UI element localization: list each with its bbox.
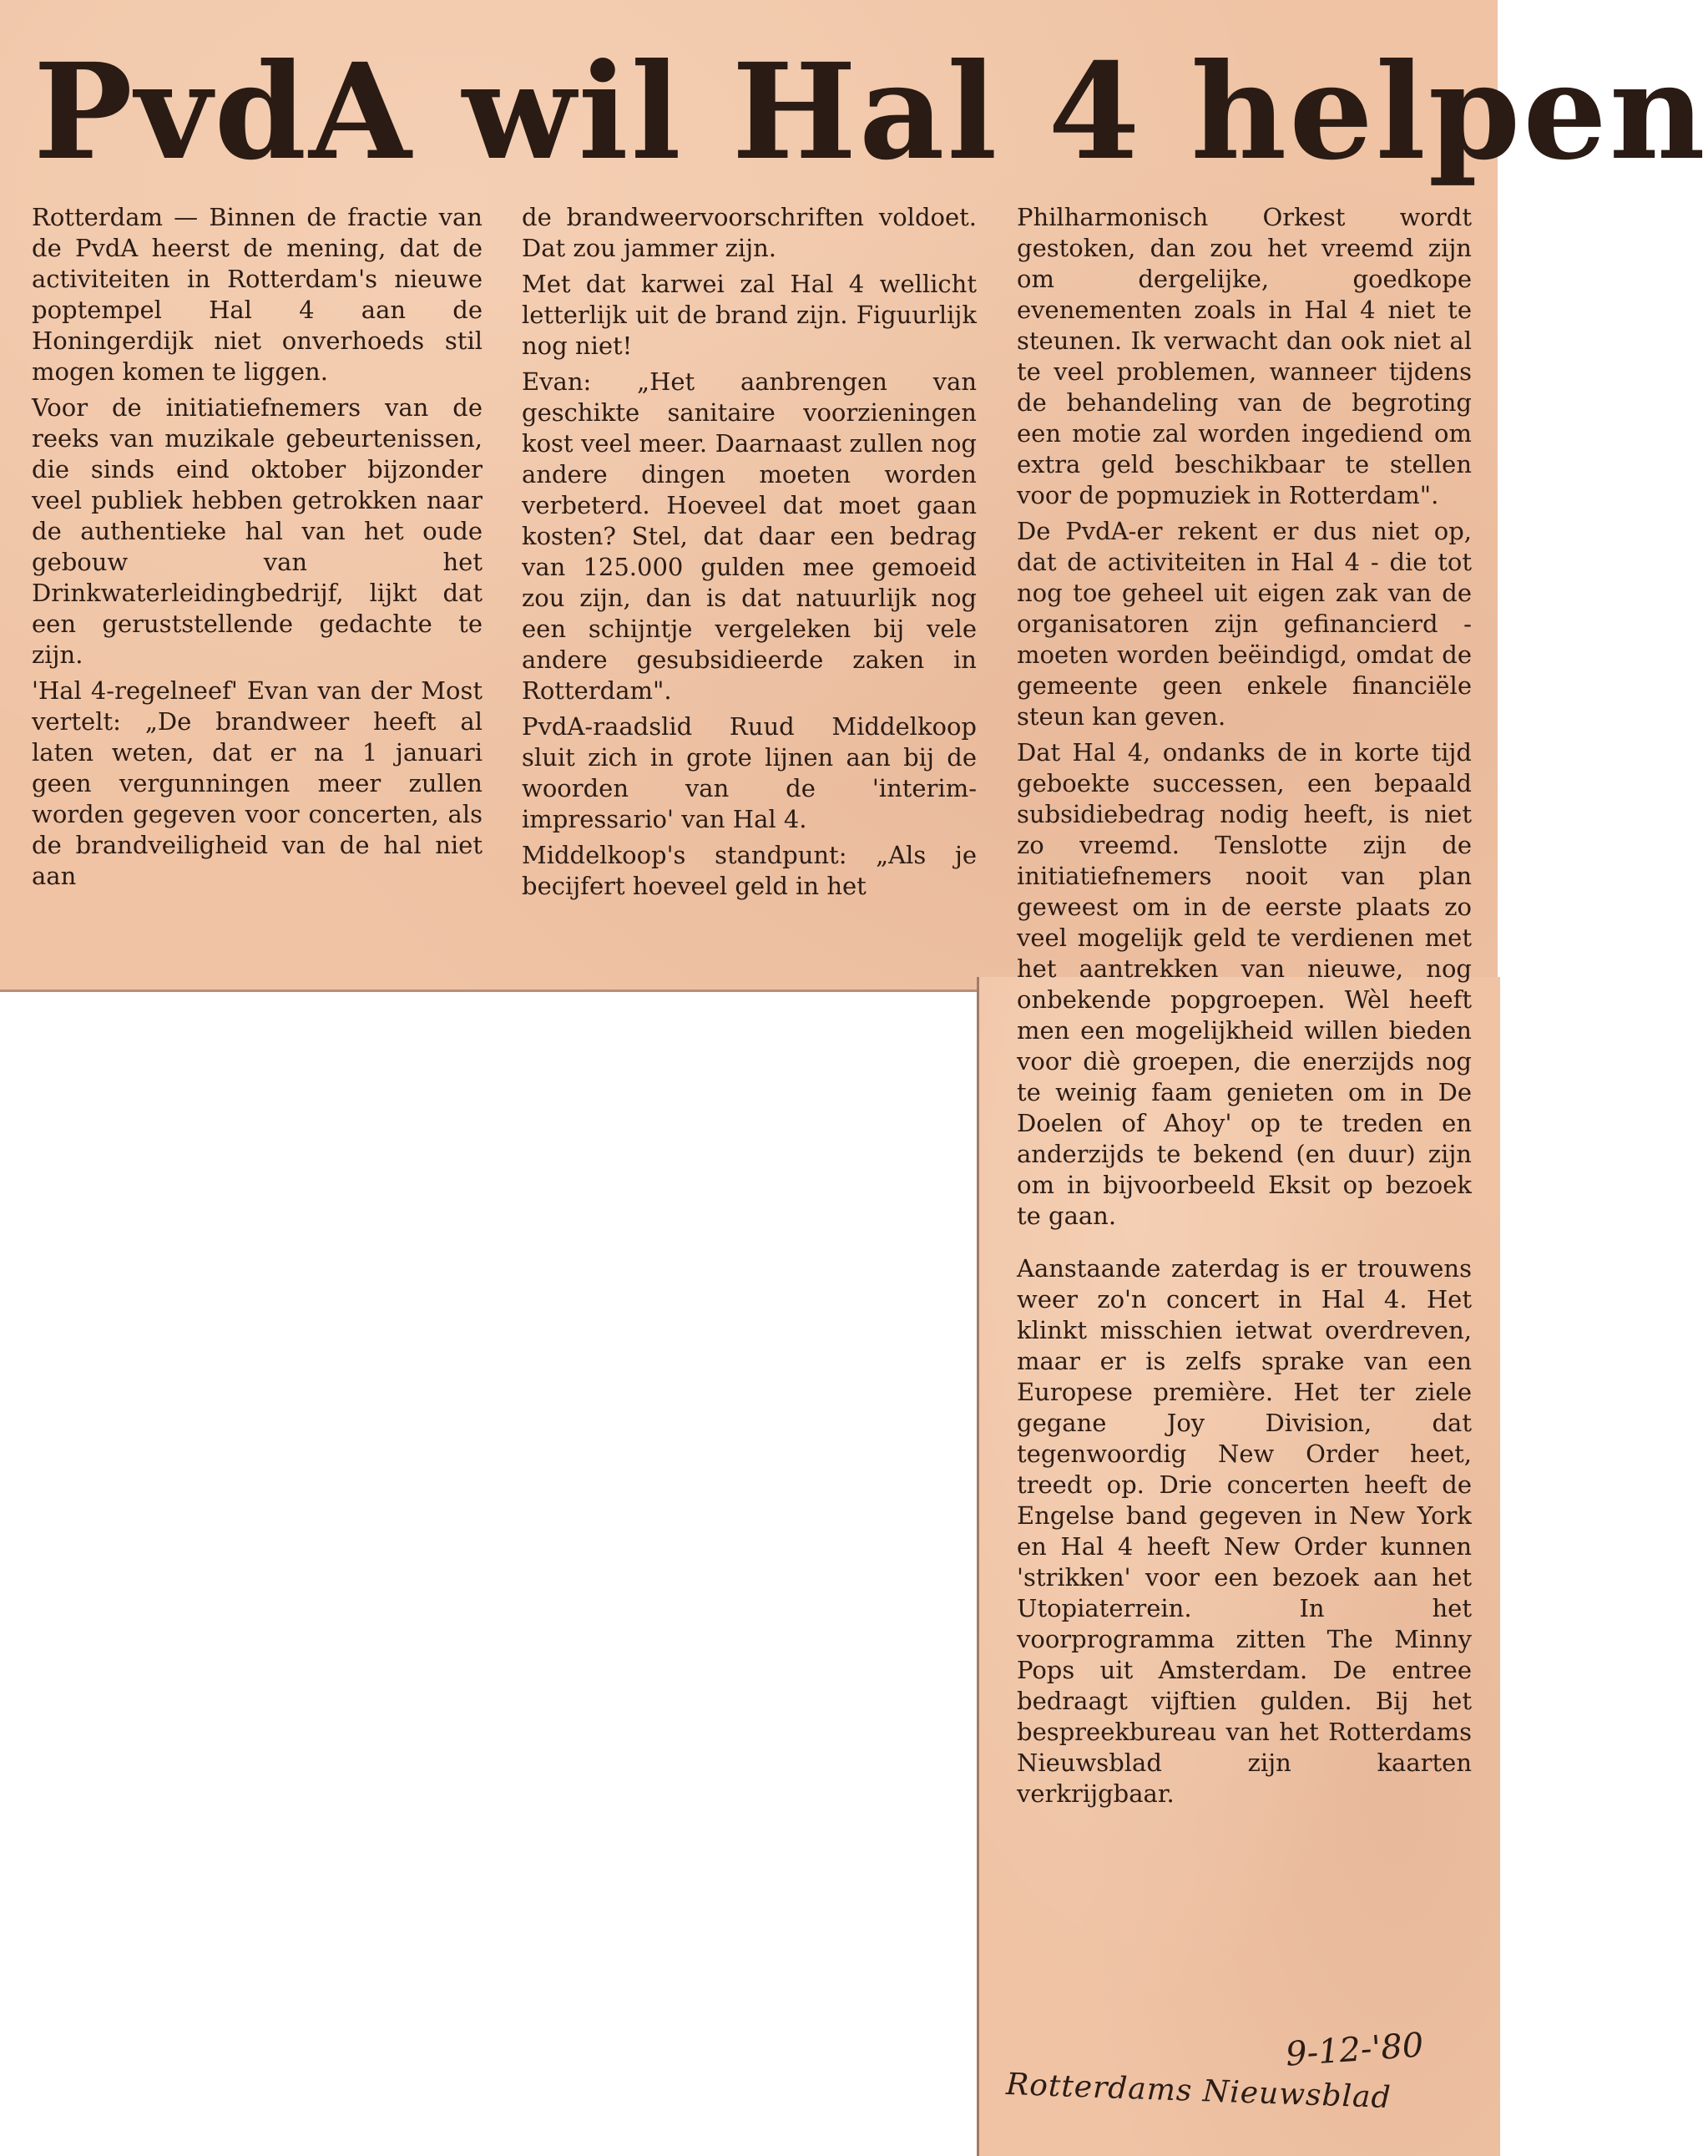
paragraph: 'Hal 4-regelneef' Evan van der Most vertelt: „De brandweer heeft al laten weten, dat er na 1 januari geen vergunningen meer zullen worden gegeven voor concerten, als de brandveiligheid van de hal niet aan: [32, 676, 483, 890]
paragraph: de brandweervoorschriften voldoet. Dat zou jammer zijn.: [522, 203, 977, 262]
handwritten-annotation: [1005, 2026, 1473, 2139]
paragraph: Philharmonisch Orkest wordt gestoken, dan zou het vreemd zijn om dergelijke, goedkope evenementen zoals in Hal 4 niet te steunen. Ik verwacht dan ook niet al te veel problemen, wanneer tijdens de behandeling van de begroting een motie zal worden ingediend om extra geld beschikbaar te stellen voor de popmuziek in Rotterdam".: [1017, 203, 1472, 509]
paragraph: De PvdA-er rekent er dus niet op, dat de activiteiten in Hal 4 - die tot nog toe geheel uit eigen zak van de organisatoren zijn gefinancierd - moeten worden beëindigd, omdat de gemeente geen enkele financiële steun kan geven.: [1017, 517, 1472, 731]
paragraph: Met dat karwei zal Hal 4 wellicht letterlijk uit de brand zijn. Figuurlijk nog niet!: [522, 270, 977, 360]
article-column-3: [1017, 202, 1472, 1814]
paragraph: Aanstaande zaterdag is er trouwens weer zo'n concert in Hal 4. Het klinkt misschien ietwat overdreven, maar er is zelfs sprake van een Europese première. Het ter ziele gegane Joy Division, dat tegenwoordig New Order heet, treedt op. Drie concerten heeft de Engelse band gegeven in New York en Hal 4 heeft New Order kunnen 'strikken' voor een bezoek aan het Utopiaterrein. In het voorprogramma zitten The Minny Pops uit Amsterdam. De entree bedraagt vijftien gulden. Bij het bespreekbureau van het Rotterdams Nieuwsblad zijn kaarten verkrijgbaar.: [1017, 1254, 1472, 1808]
paragraph: Evan: „Het aanbrengen van geschikte sanitaire voorzieningen kost veel meer. Daarnaast zullen nog andere dingen moeten worden verbeterd. Hoeveel dat moet gaan kosten? Stel, dat daar een bedrag van 125.000 gulden mee gemoeid zou zijn, dan is dat natuurlijk nog een schijntje vergeleken bij vele andere gesubsidieerde zaken in Rotterdam".: [522, 367, 977, 705]
paragraph: Rotterdam — Binnen de fractie van de PvdA heerst de mening, dat de activiteiten in Rotterdam's nieuwe poptempel Hal 4 aan de Honingerdijk niet onverhoeds stil mogen komen te liggen.: [32, 203, 483, 386]
paragraph: Dat Hal 4, ondanks de in korte tijd geboekte successen, een bepaald subsidiebedrag nodig heeft, is niet zo vreemd. Tenslotte zijn de initiatiefnemers nooit van plan geweest om in de eerste plaats zo veel mogelijk geld te verdienen met het aantrekken van nieuwe, nog onbekende popgroepen. Wèl heeft men een mogelijkheid willen bieden voor diè groepen, die enerzijds nog te weinig faam genieten om in De Doelen of Ahoy' op te treden en anderzijds te bekend (en duur) zijn om in bijvoorbeeld Eksit op bezoek te gaan.: [1017, 738, 1472, 1230]
handwritten-date: 9-12-'80: [1284, 2026, 1425, 2074]
handwritten-source: Rotterdams Nieuwsblad: [1005, 2067, 1392, 2116]
paragraph: Middelkoop's standpunt: „Als je becijfert hoeveel geld in het: [522, 841, 977, 900]
headline: PvdA wil Hal 4 helpen: [33, 35, 1708, 190]
article-column-1: [32, 202, 483, 897]
paragraph: PvdA-raadslid Ruud Middelkoop sluit zich in grote lijnen aan bij de woorden van de 'interim-impressario' van Hal 4.: [522, 712, 977, 833]
article-column-2: [522, 202, 977, 907]
paragraph: Voor de initiatiefnemers van de reeks van muzikale gebeurtenissen, die sinds eind oktober bijzonder veel publiek hebben getrokken naar de authentieke hal van het oude gebouw van het Drinkwaterleidingbedrijf, lijkt dat een geruststellende gedachte te zijn.: [32, 393, 483, 669]
